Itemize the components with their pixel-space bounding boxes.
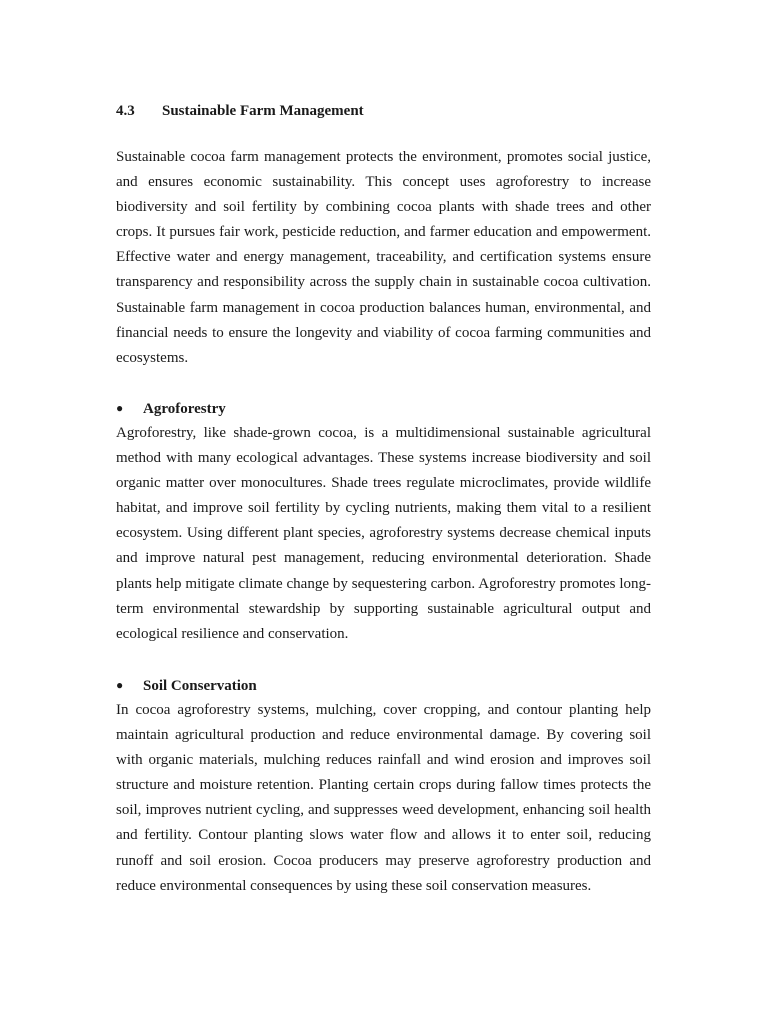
section-number: 4.3 xyxy=(116,103,135,119)
bullet-icon: ● xyxy=(116,678,124,692)
intro-paragraph: Sustainable cocoa farm management protects the environment, promotes social justice, and ensures economic sustainability. This concept uses agroforestry to increase biodiversity and soil fertility by combining cocoa plants with shade trees and other crops. It pursues fair work, pesticide reduction, and farmer education and empowerment. Effective water and energy management, traceability, and certification systems ensure transparency and responsibility across the supply chain in sustainable cocoa cultivation. Sustainable farm management in cocoa production balances human, environmental, and financial needs to ensure the longevity and viability of cocoa farming communities and ecosystems. xyxy=(116,149,651,366)
agroforestry-paragraph: Agroforestry, like shade-grown cocoa, is a multidimensional sustainable agricultural method with many ecological advantages. These systems increase biodiversity and soil organic matter over monocultures. Shade trees regulate microclimates, provide wildlife habitat, and improve soil fertility by cycling nutrients, making them vital to a resilient ecosystem. Using different plant species, agroforestry systems decrease chemical inputs and improve natural pest management, reducing environmental deterioration. Shade plants help mitigate climate change by sequestering carbon. Agroforestry promotes long-term environmental stewardship by supporting sustainable agricultural output and ecological resilience and conservation. xyxy=(116,425,651,642)
section-title: Sustainable Farm Management xyxy=(162,103,364,119)
subsection-title: Soil Conservation xyxy=(143,678,257,694)
soil-conservation-paragraph: In cocoa agroforestry systems, mulching, cover cropping, and contour planting help maintain agricultural production and reduce environmental damage. By covering soil with organic materials, mulching reduces rainfall and wind erosion and improves soil structure and moisture retention. Planting certain crops during fallow times protects the soil, improves nutrient cycling, and suppresses weed development, enhancing soil health and fertility. Contour planting slows water flow and allows it to enter soil, reducing runoff and soil erosion. Cocoa producers may preserve agroforestry production and reduce environmental consequences by using these soil conservation measures. xyxy=(116,702,651,894)
bullet-icon: ● xyxy=(116,401,124,415)
subsection-heading-soil-conservation xyxy=(116,675,257,696)
subsection-heading-agroforestry xyxy=(116,398,226,419)
subsection-title: Agroforestry xyxy=(143,401,226,417)
section-heading xyxy=(116,101,364,121)
